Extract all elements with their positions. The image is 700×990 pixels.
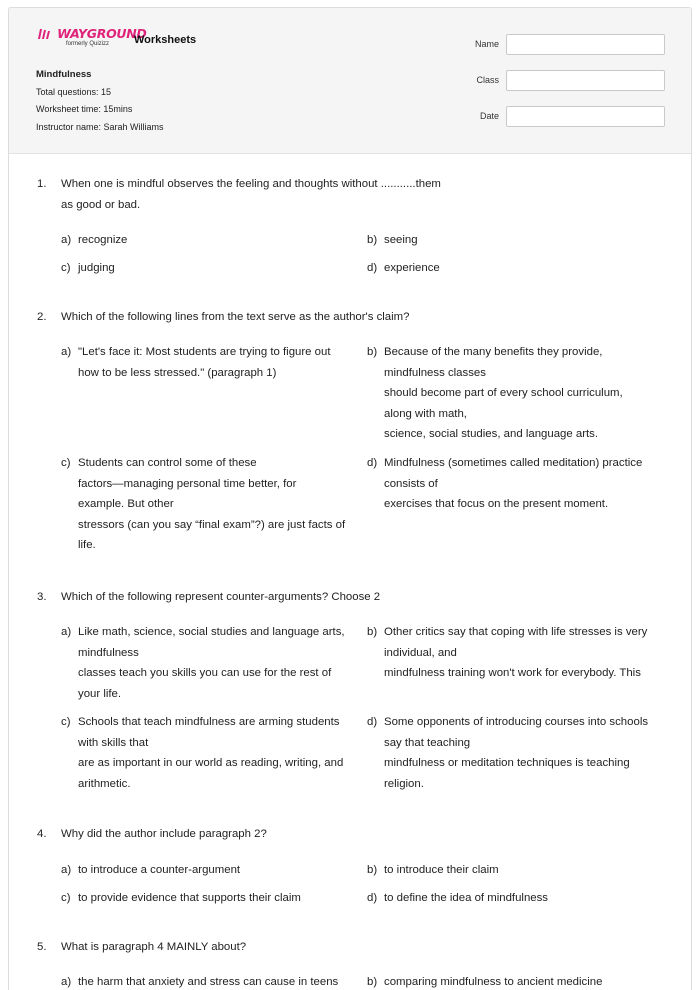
question-text: When one is mindful observes the feeling and thoughts without ...........them as good or bad. [61,178,441,211]
logo-subtext: formerly Quizizz [66,41,110,47]
option-text: comparing mindfulness to ancient medicine [384,976,603,988]
option-letter: a) [61,234,72,246]
worksheet-topic: Mindfulness [36,69,92,80]
total-questions: Total questions: 15 [36,86,112,97]
option-letter: c) [61,457,71,469]
option-text: Schools that teach mindfulness are arming students with skills that are as important in our world as reading, writing, and arithmetic. [78,716,344,790]
question-number: 3. [37,591,47,603]
option-letter: a) [61,346,72,358]
option-text: Because of the many benefits they provide, mindfulness classes should become part of every school curriculum, along with math, science, social studies, and language arts. [384,346,623,440]
option-text: to introduce a counter-argument [78,864,241,876]
question-text: Which of the following represent counter-arguments? Choose 2 [61,591,381,603]
question-text: Why did the author include paragraph 2? [61,828,267,840]
worksheet-time: Worksheet time: 15mins [36,104,133,114]
worksheet-page [8,7,692,990]
worksheet-header [9,8,692,154]
question-text: What is paragraph 4 MAINLY about? [61,941,247,953]
option-letter: a) [61,864,72,876]
option-text: Mindfulness (sometimes called meditation) practice consists of exercises that focus on the present moment. [384,457,643,510]
instructor-name: Instructor name: Sarah Williams [36,121,164,132]
class-field[interactable] [506,70,665,91]
option-letter: d) [367,457,378,469]
option-text: to introduce their claim [384,864,499,876]
option-text: to define the idea of mindfulness [384,892,549,904]
logo-text: WAYGROUND [57,26,147,41]
option-letter: b) [367,976,378,988]
question-number: 1. [37,178,47,190]
date-field[interactable] [506,106,665,127]
option-letter: b) [367,626,378,638]
logo-bars-icon [37,26,55,41]
option-text: Like math, science, social studies and language arts, mindfulness classes teach you skills you can use for the rest of your life. [78,626,345,700]
option-letter: b) [367,864,378,876]
option-text: judging [78,262,115,274]
option-text: Students can control some of these factors—managing personal time better, for example. But other stressors (can you say “final exam”?) are just facts of life. [78,457,346,551]
option-text: the harm that anxiety and stress can cause in teens [78,976,339,988]
option-letter: c) [61,716,71,728]
date-label: Date [479,111,499,121]
brand-logo [37,26,147,56]
option-letter: c) [61,262,71,274]
option-text: to provide evidence that supports their claim [78,892,301,904]
option-letter: c) [61,892,71,904]
option-letter: a) [61,626,72,638]
class-label: Class [476,75,499,85]
question-text: Which of the following lines from the text serve as the author's claim? [61,311,410,323]
option-letter: d) [367,262,378,274]
question-number: 4. [37,828,47,840]
question-number: 5. [37,941,47,953]
option-text: Other critics say that coping with life stresses is very individual, and mindfulness training won't work for everybody. This [384,626,648,679]
option-letter: b) [367,346,378,358]
name-field[interactable] [506,34,665,55]
worksheet-meta [36,66,164,136]
name-label: Name [474,39,499,49]
option-letter: d) [367,716,378,728]
app-title: Worksheets [134,34,197,46]
option-text: experience [384,262,440,274]
option-letter: d) [367,892,378,904]
option-text: "Let's face it: Most students are trying to figure out how to be less stressed." (paragraph 1) [78,346,331,379]
option-text: recognize [78,234,128,246]
option-letter: b) [367,234,378,246]
option-text: seeing [384,234,418,246]
question-number: 2. [37,311,47,323]
option-text: Some opponents of introducing courses into schools say that teaching mindfulness or meditation techniques is teaching religion. [384,716,649,790]
option-letter: a) [61,976,72,988]
